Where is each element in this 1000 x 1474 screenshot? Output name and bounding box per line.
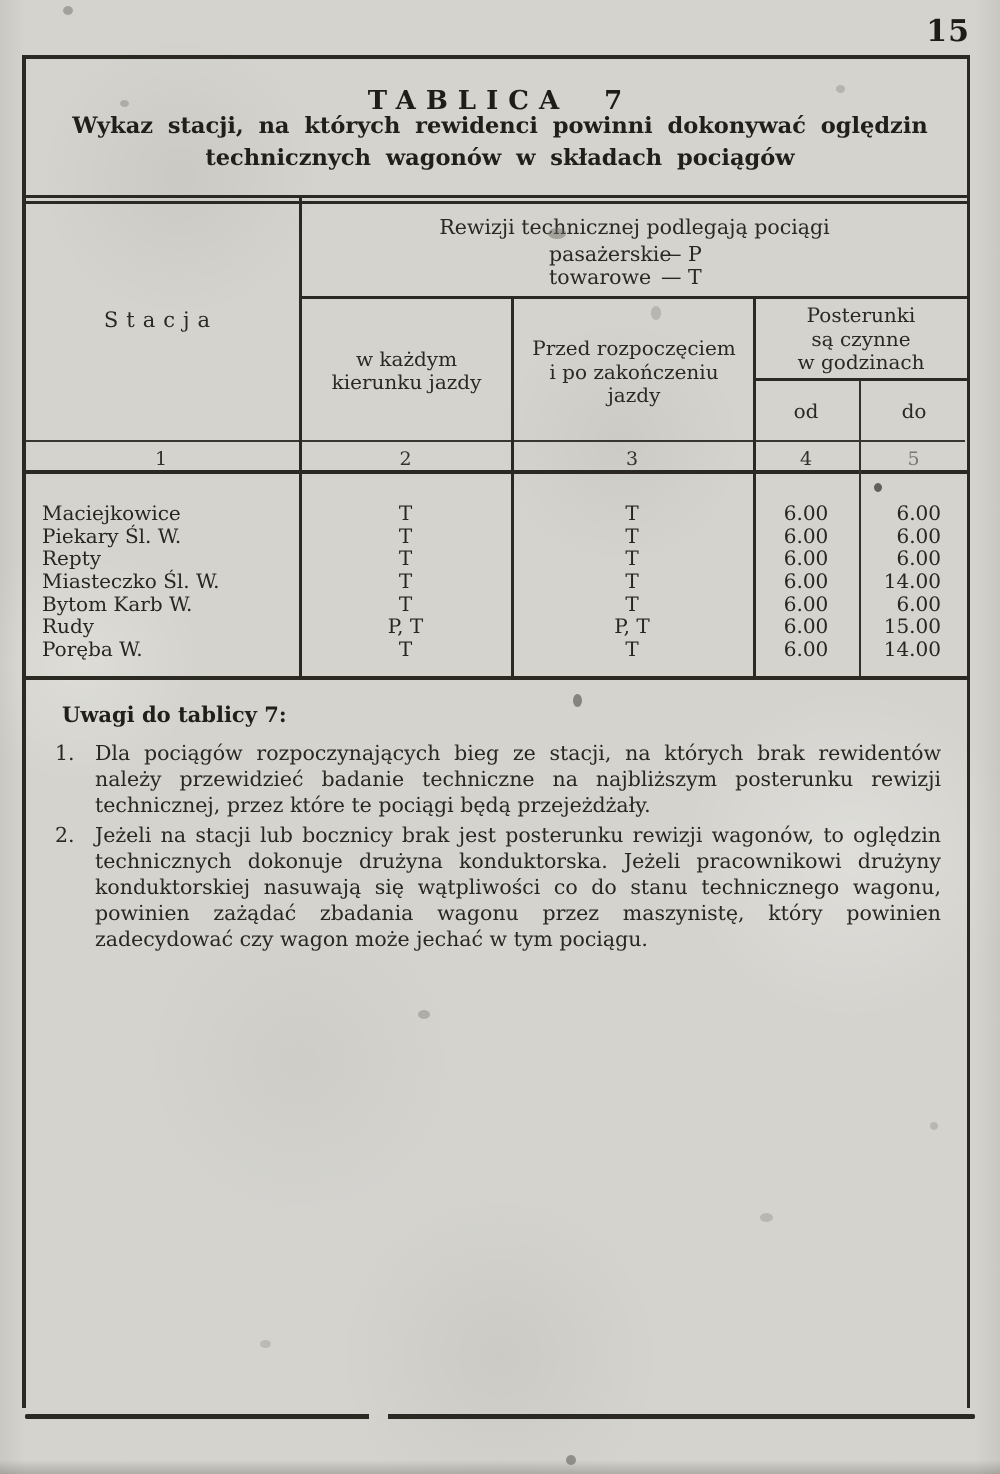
od-label: od (793, 399, 819, 423)
station-table-body (22, 502, 968, 661)
page-number: 15 (926, 14, 970, 49)
before-after-value: T (625, 569, 639, 594)
note-number: 1. (55, 741, 75, 765)
do-value: 6.00 (896, 546, 941, 571)
before-after-value: T (625, 591, 639, 616)
col2-header-line-2: kierunku jazdy (331, 370, 482, 394)
posts-header-line-2: są czynne (811, 326, 911, 351)
train-type-legend (549, 243, 702, 288)
col3-header-line-2: i po zakończeniu (549, 359, 719, 384)
notes-heading: Uwagi do tablicy 7: (62, 702, 287, 727)
od-value: 6.00 (783, 614, 829, 639)
posts-header-line-3: w godzinach (797, 350, 925, 374)
do-value: 14.00 (883, 569, 941, 594)
note-item (55, 740, 941, 818)
span-header-title: Rewizji technicznej podlegają pociągi (439, 215, 830, 239)
do-value: 6.00 (896, 591, 941, 616)
table-row (22, 547, 968, 570)
do-label: do (901, 399, 927, 423)
station-name: Rudy (42, 614, 95, 639)
od-value: 6.00 (783, 569, 829, 594)
every-direction-value: T (398, 546, 413, 571)
before-after-value: T (625, 501, 639, 525)
note-text: Dla pociągów rozpoczynających bieg ze stacji, na których brak rewidentów należy przewidzieć badanie techniczne na najbliższym posterunku rewizji technicznej, przez które te pociągi będą przejeżdżały. (95, 741, 941, 817)
station-name: Piekary Śl. W. (42, 523, 182, 548)
od-value: 6.00 (783, 523, 829, 548)
note-number: 2. (55, 823, 75, 847)
table-row (22, 570, 968, 593)
legend-passenger-label: pasażerskie (549, 242, 672, 266)
before-after-value: T (625, 546, 639, 571)
legend-freight-label: towarowe (549, 265, 652, 289)
col3-header-line-1: Przed rozpoczęciem (532, 336, 736, 360)
every-direction-value: T (398, 569, 413, 594)
do-value: 6.00 (896, 523, 941, 548)
table-row (22, 593, 968, 616)
before-after-value: P, T (614, 614, 650, 639)
table-subtitle-line-1: Wykaz stacji, na których rewidenci powinni dokonywać oględzin (72, 113, 928, 139)
col-number-1: 1 (154, 448, 168, 470)
table-title: TABLICA 7 (367, 86, 633, 116)
table-row (22, 638, 968, 661)
col-number-4: 4 (799, 448, 813, 470)
od-value: 6.00 (783, 501, 829, 525)
station-name: Bytom Karb W. (42, 591, 193, 616)
do-value: 14.00 (883, 637, 941, 662)
station-name: Poręba W. (42, 637, 143, 662)
table-subtitle-line-2: technicznych wagonów w składach pociągów (205, 145, 795, 171)
col-number-5: 5 (907, 448, 920, 470)
posts-header (755, 304, 967, 375)
scan-edge-shadow (0, 1460, 1000, 1474)
col3-header-line-3: jazdy (607, 383, 661, 407)
page-bottom-rule (25, 1414, 975, 1419)
legend-passenger-symbol: — P (661, 242, 702, 266)
od-value: 6.00 (783, 637, 829, 662)
every-direction-value: T (398, 591, 413, 616)
col2-header (302, 348, 511, 394)
page-border (22, 55, 970, 1408)
col2-header-line-1: w każdym (355, 347, 458, 371)
station-column-header: Stacja (103, 308, 219, 332)
table-bottom-rule (25, 676, 967, 680)
before-after-value: T (625, 637, 639, 662)
do-value: 15.00 (883, 614, 941, 639)
span-header-rule (301, 296, 967, 299)
posts-header-line-1: Posterunki (806, 303, 916, 327)
col-number-2: 2 (399, 448, 412, 470)
station-name: Maciejkowice (42, 501, 181, 525)
every-direction-value: T (398, 523, 413, 548)
note-text: Jeżeli na stacji lub bocznicy brak jest posterunku rewizji wagonów, to oględzin technicznych dokonuje drużyna konduktorska. Jeżeli pracownikowi drużyny konduktorskiej nasuwają się wątpliwości co do stanu technicznego wagonu, powinien zażądać zbadania wagonu przez maszynistę, który powinien zadecydować czy wagon może jechać w tym pociągu. (95, 823, 941, 951)
paper-speck (63, 6, 73, 15)
table-row (22, 502, 968, 525)
table-top-rule (25, 195, 967, 204)
col-number-3: 3 (625, 448, 639, 470)
col3-header (514, 337, 754, 408)
column-number-bottom-rule (25, 470, 967, 474)
every-direction-value: T (398, 501, 413, 525)
before-after-value: T (625, 523, 639, 548)
station-name: Miasteczko Śl. W. (42, 569, 220, 594)
column-number-top-rule (26, 440, 965, 442)
table-row (22, 615, 968, 638)
table-row (22, 525, 968, 548)
do-value: 6.00 (896, 501, 941, 525)
station-name: Repty (42, 546, 102, 571)
od-value: 6.00 (783, 591, 829, 616)
every-direction-value: T (398, 637, 413, 662)
legend-freight-symbol: — T (661, 265, 702, 289)
note-item (55, 822, 941, 952)
every-direction-value: P, T (387, 614, 424, 639)
od-value: 6.00 (783, 546, 829, 571)
